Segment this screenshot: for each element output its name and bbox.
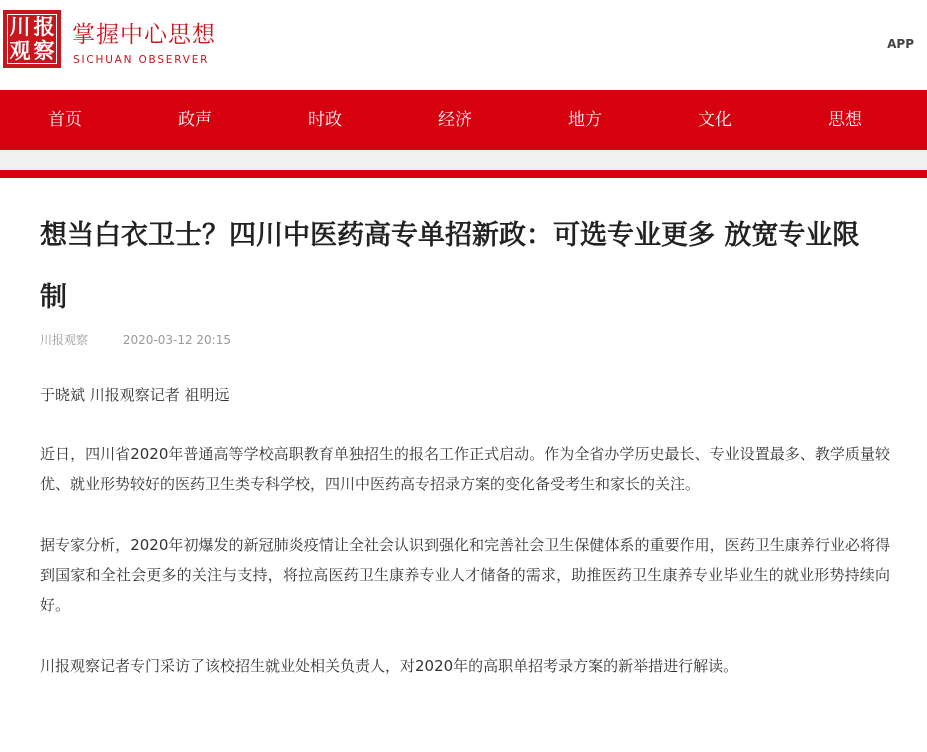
nav-item-culture[interactable]: 文化 <box>698 110 732 130</box>
article-date: 2020-03-12 20:15 <box>122 333 231 347</box>
nav-item-current-affairs[interactable]: 时政 <box>308 110 342 130</box>
nav-item-economy[interactable]: 经济 <box>438 110 472 130</box>
main-nav <box>0 90 927 150</box>
logo-seal-char: 观 <box>9 38 31 63</box>
article-paragraph: 据专家分析，2020年初爆发的新冠肺炎疫情让全社会认识到强化和完善社会卫生保健体系的重要作用，医药卫生康养行业必将得到国家和全社会更多的关注与支持，将拉高医药卫生康养专业人才储备的需求，助推医药卫生康养专业毕业生的就业形势持续向好。 <box>40 536 890 614</box>
article-title: 想当白衣卫士？四川中医药高专单招新政：可选专业更多 放宽专业限制 <box>40 220 860 313</box>
nav-spacer <box>0 150 927 170</box>
nav-item-local[interactable]: 地方 <box>568 110 602 130</box>
article-paragraph: 近日，四川省2020年普通高等学校高职教育单独招生的报名工作正式启动。作为全省办学历史最长、专业设置最多、教学质量较优、就业形势较好的医药卫生类专科学校，四川中医药高专招录方案的变化备受考生和家长的关注。 <box>40 445 890 493</box>
nav-item-home[interactable]: 首页 <box>48 110 82 130</box>
article-meta <box>40 331 900 349</box>
logo-seal-char: 报 <box>33 14 55 39</box>
logo-seal[interactable] <box>3 10 61 68</box>
logo-seal-char: 川 <box>9 14 31 39</box>
section-divider <box>0 170 927 178</box>
article-paragraph: 川报观察记者专门采访了该校招生就业处相关负责人，对2020年的高职单招考录方案的新举措进行解读。 <box>40 657 739 675</box>
logo-english-name: SICHUAN OBSERVER <box>73 54 210 66</box>
app-link[interactable]: APP <box>887 37 914 51</box>
site-header <box>0 0 927 90</box>
logo-seal-char: 察 <box>33 38 55 63</box>
nav-item-politics-voice[interactable]: 政声 <box>178 110 212 130</box>
article <box>40 178 900 681</box>
article-author: 于晓斌 川报观察记者 祖明远 <box>40 386 230 404</box>
logo-slogan: 掌握中心思想 <box>72 22 216 48</box>
article-source: 川报观察 <box>40 333 89 347</box>
nav-item-thought[interactable]: 思想 <box>828 110 862 130</box>
